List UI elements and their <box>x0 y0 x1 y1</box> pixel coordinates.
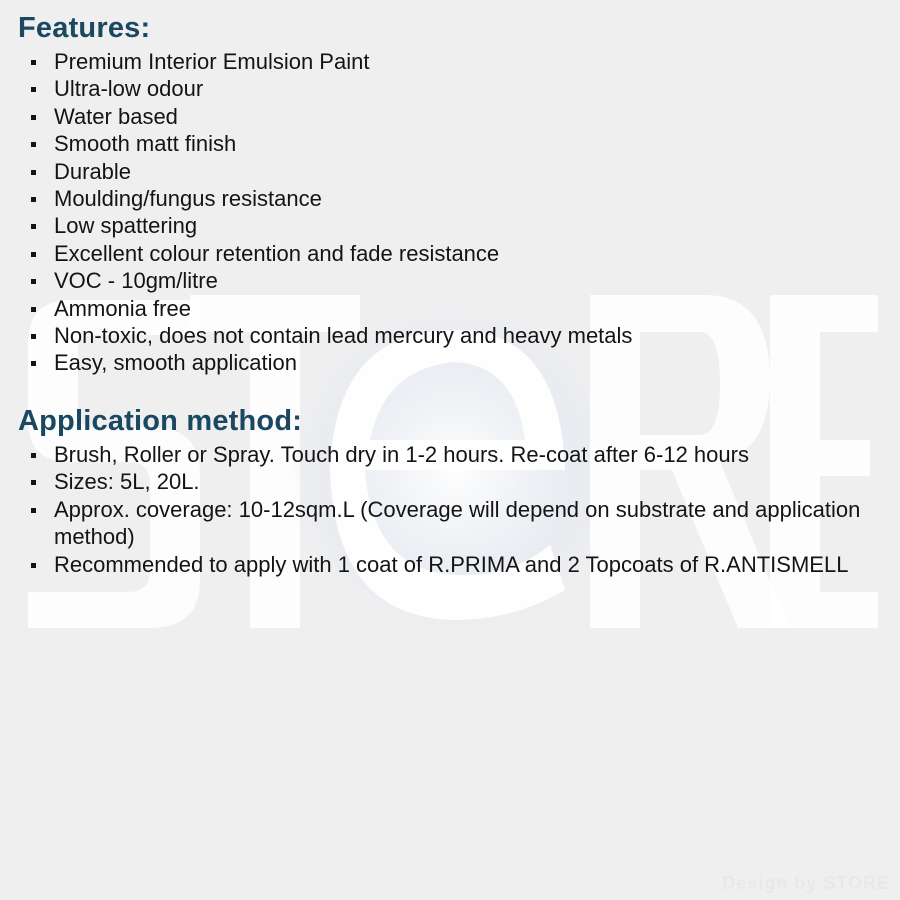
bullet-icon <box>31 224 36 229</box>
list-item-text: Moulding/fungus resistance <box>54 186 322 212</box>
list-item-text: Ammonia free <box>54 295 191 321</box>
bullet-icon <box>31 115 36 120</box>
bullet-icon <box>31 60 36 65</box>
list-item-text: Brush, Roller or Spray. Touch dry in 1-2 hours. Re-coat after 6-12 hours <box>54 441 749 467</box>
list-item <box>18 158 878 185</box>
list-item <box>18 349 878 376</box>
list-item-text: Low spattering <box>54 213 198 239</box>
list-item-text: Approx. coverage: 10-12sqm.L (Coverage will depend on substrate and application method) <box>54 496 861 550</box>
list-item <box>18 185 878 212</box>
list-item <box>18 267 878 294</box>
list-item-text: VOC - 10gm/litre <box>54 268 218 294</box>
list-item-text: Non-toxic, does not contain lead mercury and heavy metals <box>54 323 633 349</box>
list-item-text: Water based <box>54 103 178 129</box>
list-item <box>18 75 878 102</box>
bullet-icon <box>31 307 36 312</box>
application-list <box>18 441 878 578</box>
list-item <box>18 441 878 468</box>
product-description <box>18 8 878 578</box>
list-item-text: Smooth matt finish <box>54 131 237 157</box>
bullet-icon <box>31 170 36 175</box>
list-item <box>18 322 878 349</box>
list-item-text: Ultra-low odour <box>54 76 204 102</box>
list-item <box>18 130 878 157</box>
list-item <box>18 212 878 239</box>
list-item <box>18 103 878 130</box>
section-spacer <box>18 377 878 401</box>
features-heading: Features: <box>18 12 151 44</box>
bullet-icon <box>31 508 36 513</box>
list-item-text: Easy, smooth application <box>54 350 297 376</box>
bullet-icon <box>31 563 36 568</box>
list-item <box>18 468 878 495</box>
bullet-icon <box>31 197 36 202</box>
list-item <box>18 496 878 551</box>
bullet-icon <box>31 480 36 485</box>
bullet-icon <box>31 252 36 257</box>
list-item <box>18 240 878 267</box>
bullet-icon <box>31 453 36 458</box>
bullet-icon <box>31 334 36 339</box>
list-item-text: Excellent colour retention and fade resistance <box>54 240 500 266</box>
list-item <box>18 551 878 578</box>
list-item-text: Durable <box>54 158 132 184</box>
bullet-icon <box>31 361 36 366</box>
bullet-icon <box>31 279 36 284</box>
list-item <box>18 295 878 322</box>
list-item-text: Recommended to apply with 1 coat of R.PRIMA and 2 Topcoats of R.ANTISMELL <box>54 551 849 577</box>
watermark-credit: Design by STORE <box>722 873 890 893</box>
list-item-text: Sizes: 5L, 20L. <box>54 469 200 495</box>
application-heading: Application method: <box>18 404 303 437</box>
bullet-icon <box>31 142 36 147</box>
list-item-text: Premium Interior Emulsion Paint <box>54 49 370 74</box>
list-item <box>18 48 878 75</box>
bullet-icon <box>31 87 36 92</box>
features-list <box>18 48 878 377</box>
